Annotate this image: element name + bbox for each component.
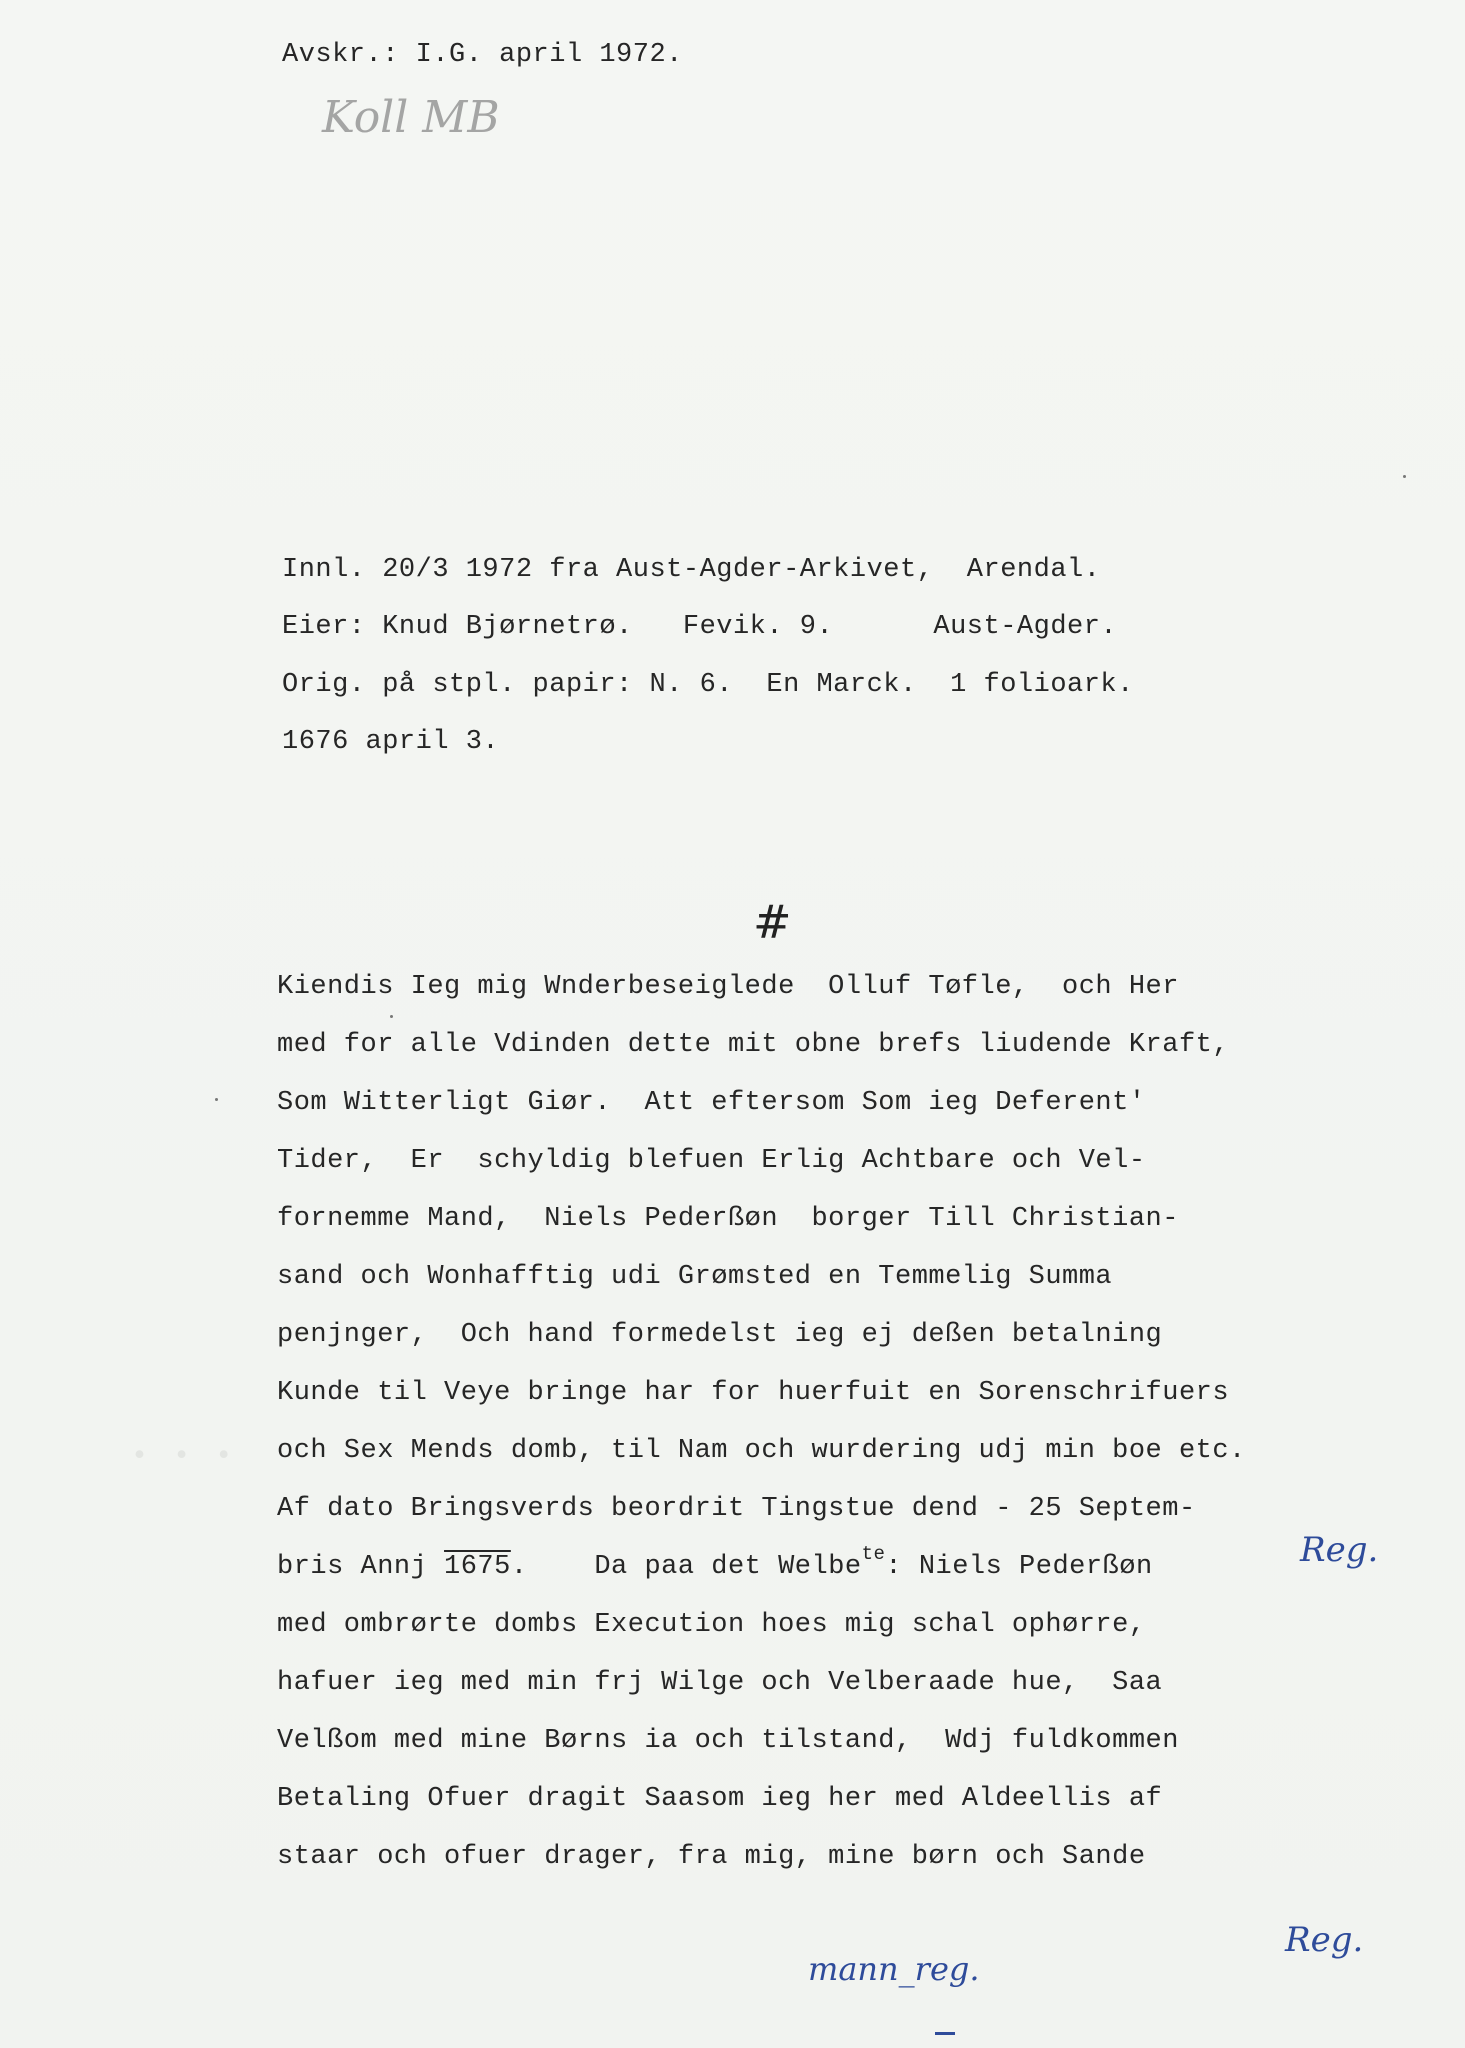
body-line: Tider, Er schyldig blefuen Erlig Achtbare och Vel- bbox=[277, 1146, 1146, 1176]
collection-note-handwritten: Koll MB bbox=[322, 92, 500, 143]
line-11-superscript: te bbox=[861, 1543, 886, 1565]
line-11-after: : Niels Pederßøn bbox=[885, 1552, 1153, 1582]
bottom-note-dash bbox=[935, 2032, 955, 2035]
body-line: penjnger, Och hand formedelst ieg ej deßen betalning bbox=[277, 1320, 1163, 1350]
body-line: och Sex Mends domb, til Nam och wurdering udj min boe etc. bbox=[277, 1436, 1246, 1466]
metadata-line-received: Innl. 20/3 1972 fra Aust-Agder-Arkivet, Arendal. bbox=[282, 555, 1101, 585]
transcription-note: Avskr.: I.G. april 1972. bbox=[282, 40, 683, 70]
body-line: Betaling Ofuer dragit Saasom ieg her med Aldeellis af bbox=[277, 1784, 1163, 1814]
metadata-line-original: Orig. på stpl. papir: N. 6. En Marck. 1 folioark. bbox=[282, 670, 1134, 700]
body-line: staar och ofuer drager, fra mig, mine børn och Sande bbox=[277, 1842, 1146, 1872]
body-line: med ombrørte dombs Execution hoes mig schal ophørre, bbox=[277, 1610, 1146, 1640]
body-line: hafuer ieg med min frj Wilge och Velberaade hue, Saa bbox=[277, 1668, 1163, 1698]
section-mark: # bbox=[753, 895, 792, 949]
line-11-middle: . Da paa det Welbe bbox=[510, 1552, 862, 1582]
metadata-line-owner: Eier: Knud Bjørnetrø. Fevik. 9. Aust-Agder. bbox=[282, 612, 1118, 642]
margin-note-reg: Reg. bbox=[1300, 1530, 1379, 1570]
body-line-with-superscript bbox=[277, 1543, 1153, 1582]
body-line: Kunde til Veye bringe har for huerfuit en Sorenschrifuers bbox=[277, 1378, 1230, 1408]
dust-speck bbox=[1403, 475, 1406, 478]
body-line: med for alle Vdinden dette mit obne brefs liudende Kraft, bbox=[277, 1030, 1230, 1060]
body-line: fornemme Mand, Niels Pederßøn borger Till Christian- bbox=[277, 1204, 1179, 1234]
body-line: sand och Wonhafftig udi Grømsted en Temmelig Summa bbox=[277, 1262, 1113, 1292]
line-11-before: bris Annj bbox=[277, 1552, 445, 1582]
metadata-line-date: 1676 april 3. bbox=[282, 727, 500, 757]
line-11-year: 1675 bbox=[444, 1552, 511, 1582]
body-line: Som Witterligt Giør. Att eftersom Som ieg Deferent' bbox=[277, 1088, 1146, 1118]
bleed-through-shadow: · · · bbox=[130, 1420, 236, 1490]
margin-note-reg: Reg. bbox=[1285, 1920, 1364, 1960]
body-line: Af dato Bringsverds beordrit Tingstue dend - 25 Septem- bbox=[277, 1494, 1196, 1524]
bottom-note-handwritten: mann_reg. bbox=[808, 1950, 980, 1988]
ink-speck bbox=[390, 1015, 393, 1018]
dust-speck bbox=[215, 1098, 218, 1101]
body-line: Velßom med mine Børns ia och tilstand, Wdj fuldkommen bbox=[277, 1726, 1179, 1756]
body-line: Kiendis Ieg mig Wnderbeseiglede Olluf Tøfle, och Her bbox=[277, 972, 1179, 1002]
